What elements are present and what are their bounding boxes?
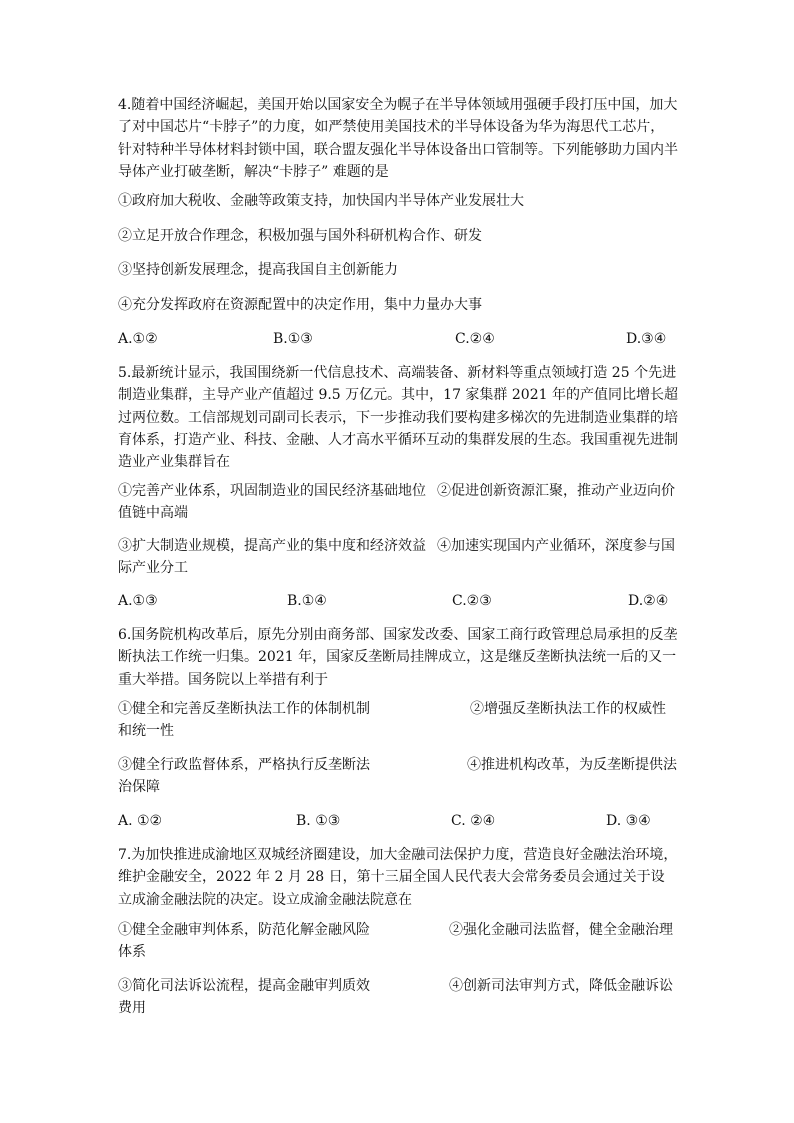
- question-4-option-d: D.③④: [626, 331, 667, 347]
- question-4-option-c: C.②④: [455, 331, 495, 347]
- question-5-option-b: B.①④: [287, 593, 327, 609]
- question-7-item-1: ①健全金融审判体系，防范化解金融风险: [118, 922, 370, 938]
- question-6-option-a: A. ①②: [118, 813, 163, 829]
- question-4-option-b: B.①③: [273, 331, 313, 347]
- question-4-item-3: ③坚持创新发展理念，提高我国自主创新能力: [118, 262, 398, 278]
- question-6-item-3: ③健全行政监督体系，严格执行反垄断法: [118, 757, 370, 773]
- question-4-item-4: ④充分发挥政府在资源配置中的决定作用，集中力量办大事: [118, 297, 482, 313]
- question-6-stem: 6.国务院机构改革后，原先分别由商务部、国家发改委、国家工商行政管理总局承担的反垄断执法工作统一归集。2021 年，国家反垄断局挂牌成立，这是继反垄断执法统一后的又一重大举措。国务院以上举措有利于: [118, 627, 678, 688]
- question-5-stem: 5.最新统计显示，我国围绕新一代信息技术、高端装备、新材料等重点领域打造 25 个先进制造业集群，主导产业产值超过 9.5 万亿元。其中，17 家集群 2021 年的产值同比增长超过两位数。工信部规划司副司长表示，下一步推动我们要构建多梯次的先进制造业集群的培育体系，打造产业、科技、金融、人才高水平循环互动的集群发展的生态。我国重视先进制造业产业集群旨在: [118, 365, 678, 471]
- question-5-item-4: ④加速实现国内产业循环，深度参与国: [437, 538, 675, 554]
- question-6-option-b: B. ①③: [296, 813, 341, 829]
- question-6-item-1: ①健全和完善反垄断执法工作的体制机制: [118, 701, 370, 717]
- question-5-item-2: ②促进创新资源汇聚，推动产业迈向价: [437, 483, 675, 499]
- question-5-item-3: ③扩大制造业规模，提高产业的集中度和经济效益: [118, 538, 426, 554]
- question-7-item-4-cont: 费用: [118, 1000, 146, 1016]
- question-5-item-1: ①完善产业体系，巩固制造业的国民经济基础地位: [118, 483, 426, 499]
- question-6-item-4: ④推进机构改革，为反垄断提供法: [467, 757, 677, 773]
- question-5-item-2-cont: 值链中高端: [118, 505, 188, 521]
- question-4-option-a: A.①②: [118, 331, 158, 347]
- question-7-stem: 7.为加快推进成渝地区双城经济圈建设，加大金融司法保护力度，营造良好金融法治环境，维护金融安全，2022 年 2 月 28 日，第十三届全国人民代表大会常务委员会通过关于设立成渝金融法院的决定。设立成渝金融法院意在: [118, 847, 678, 908]
- question-7-item-2-cont: 体系: [118, 944, 146, 960]
- question-4-item-1: ①政府加大税收、金融等政策支持，加快国内半导体产业发展壮大: [118, 193, 524, 209]
- question-6-item-2: ②增强反垄断执法工作的权威性: [470, 701, 666, 717]
- question-5-option-d: D.②④: [628, 593, 669, 609]
- question-4-stem: 4.随着中国经济崛起，美国开始以国家安全为幌子在半导体领域用强硬手段打压中国，加大了对中国芯片“卡脖子”的力度，如严禁使用美国技术的半导体设备为华为海思代工芯片，针对特种半导体材料封锁中国，联合盟友强化半导体设备出口管制等。下列能够助力国内半导体产业打破垄断，解决“卡脖子” 难题的是: [118, 97, 678, 180]
- question-6-item-4-cont: 治保障: [118, 779, 160, 795]
- question-7-item-3: ③简化司法诉讼流程，提高金融审判质效: [118, 978, 370, 994]
- question-5-option-a: A.①③: [118, 593, 158, 609]
- question-7-item-4: ④创新司法审判方式，降低金融诉讼: [449, 978, 673, 994]
- question-5-option-c: C.②③: [452, 593, 492, 609]
- question-6-item-2-cont: 和统一性: [118, 723, 174, 739]
- question-4-item-2: ②立足开放合作理念，积极加强与国外科研机构合作、研发: [118, 228, 482, 244]
- question-7-item-2: ②强化金融司法监督，健全金融治理: [449, 922, 673, 938]
- question-5-item-4-cont: 际产业分工: [118, 560, 188, 576]
- question-6-option-d: D. ③④: [606, 813, 651, 829]
- question-6-option-c: C. ②④: [451, 813, 496, 829]
